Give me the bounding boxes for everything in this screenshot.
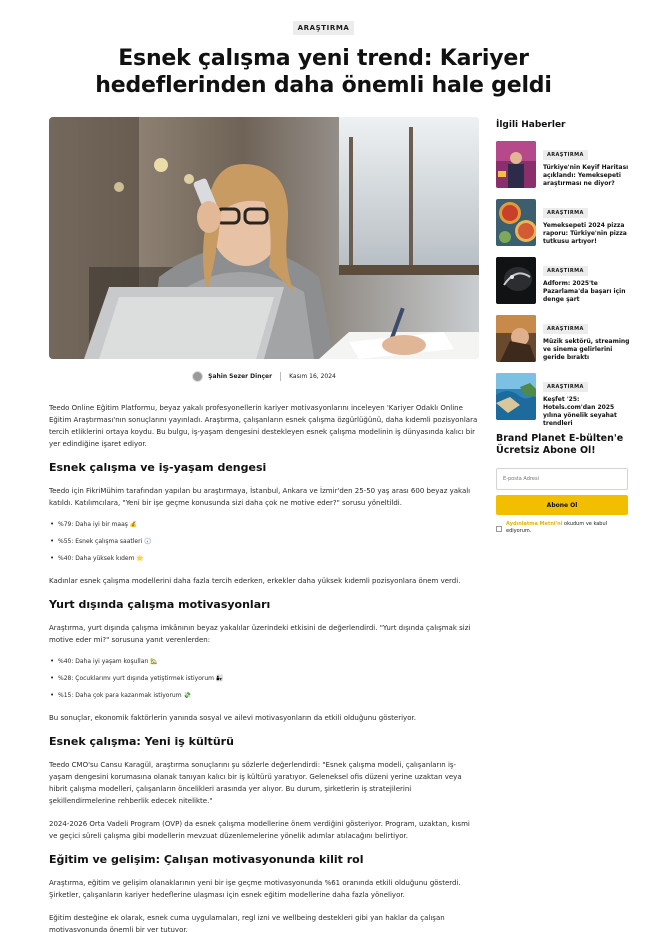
article-paragraph: Teedo için FikriMühim tarafından yapılan bu araştırmaya, İstanbul, Ankara ve İzmir'den 25-50 yaş arası 600 beyaz yakalı katıldı. Katılımcılara, "Yeni bir işe geçme konusunda sizi daha çok ne motive eder?" sorusu yöneltildi. xyxy=(49,487,471,507)
related-news-item[interactable] xyxy=(496,199,631,247)
publish-date: Kasım 16, 2024 xyxy=(289,373,336,380)
article-paragraph: Kadınlar esnek çalışma modellerini daha fazla tercih ederken, erkekler daha yüksek kıdemli pozisyonlara önem verdi. xyxy=(49,577,461,585)
news-thumbnail[interactable] xyxy=(496,373,536,420)
news-title[interactable]: Yemeksepeti 2024 pizza raporu: Türkiye'nin pizza tutkusu artıyor! xyxy=(543,222,627,245)
list-item: • %15: Daha çok para kazanmak istiyorum 💸 xyxy=(49,691,479,700)
newsletter-heading: Brand Planet E-bülten'e Ücretsiz Abone Ol! xyxy=(496,433,624,456)
news-thumbnail[interactable] xyxy=(496,199,536,246)
author-avatar[interactable] xyxy=(192,371,203,382)
news-thumbnail[interactable] xyxy=(496,315,536,362)
consent-row xyxy=(496,521,631,535)
stat-list xyxy=(49,657,479,700)
subscribe-button[interactable]: Abone Ol xyxy=(496,495,628,515)
news-body xyxy=(543,141,631,189)
news-tag[interactable]: ARAŞTIRMA xyxy=(543,266,588,276)
news-title[interactable]: Müzik sektörü, streaming ve sinema gelirlerini geride bıraktı xyxy=(543,338,630,361)
article-paragraph: Araştırma, yurt dışında çalışma imkânının beyaz yakalılar üzerindeki etkisini de değerlendirdi. "Yurt dışında çalışmak sizi motive eder mi?" sorusuna yanıt verenlerden: xyxy=(49,624,471,644)
news-body xyxy=(543,315,631,363)
section-heading: Esnek çalışma ve iş-yaşam dengesi xyxy=(49,461,267,474)
section-heading: Eğitim ve gelişim: Çalışan motivasyonunda kilit rol xyxy=(49,853,364,866)
sidebar xyxy=(496,120,631,535)
news-body xyxy=(543,373,631,427)
byline xyxy=(0,371,528,382)
list-item: • %40: Daha iyi yaşam koşulları 🏡 xyxy=(49,657,479,666)
list-item: • %55: Esnek çalışma saatleri 🕢 xyxy=(49,537,479,546)
article-paragraph: Bu sonuçlar, ekonomik faktörlerin yanında sosyal ve ailevi motivasyonların da etkili olduğunu gösteriyor. xyxy=(49,714,416,722)
category-wrap xyxy=(0,15,647,35)
page-title: Esnek çalışma yeni trend: Kariyer hedeflerinden daha önemli hale geldi xyxy=(95,46,552,98)
section-heading: Yurt dışında çalışma motivasyonları xyxy=(49,598,271,611)
article-paragraph: Teedo CMO'su Cansu Karagül, araştırma sonuçlarını şu sözlerle değerlendirdi: "Esnek çalışma modeli, çalışanların iş-yaşam dengesini korumasına olanak tanıyan kalıcı bir iş kültürü yaratıyor. Geleneksel ofis düzeni yerine uzaktan veya hibrit çalışma modelleri, çalışanların öncelikleri arasında yer alıyor. Bu durum, şirketlerin iş stratejilerini şekillendirmelerine rehberlik edecek nitelikte." xyxy=(49,761,462,805)
article-paragraph: Eğitim desteğine ek olarak, esnek cuma uygulamaları, regl izni ve wellbeing destekleri gibi yan haklar da çalışan motivasyonunda önemli bir yer tutuyor. xyxy=(49,914,445,932)
news-tag[interactable]: ARAŞTIRMA xyxy=(543,382,588,392)
list-item: • %28: Çocuklarımı yurt dışında yetiştirmek istiyorum 👨‍👧 xyxy=(49,674,479,683)
news-tag[interactable]: ARAŞTIRMA xyxy=(543,208,588,218)
related-news-item[interactable] xyxy=(496,257,631,305)
news-thumbnail[interactable] xyxy=(496,141,536,188)
article-intro: Teedo Online Eğitim Platformu, beyaz yakalı profesyonellerin kariyer motivasyonlarını inceleyen 'Kariyer Odaklı Online Eğitim Araştırması'nın sonuçlarını yayınladı. Araştırma, çalışanların esnek çalışma özgürlüğünü, daha kıdemli pozisyonlara tercih etliklerini ortaya koydu. Bu bulgu, iş-yaşam dengesini destekleyen esnek çalışma modelinin iş dünyasında kalıcı bir yer edindiğine işaret ediyor. xyxy=(49,404,478,448)
news-thumbnail[interactable] xyxy=(496,257,536,304)
news-title[interactable]: Türkiye'nin Keyif Haritası açıklandı: Yemeksepeti araştırması ne diyor? xyxy=(543,164,629,187)
stat-list xyxy=(49,520,479,563)
author-name[interactable]: Şahin Sezer Dinçer xyxy=(208,373,273,380)
article-paragraph: 2024-2026 Orta Vadeli Program (OVP) da esnek çalışma modellerine önem verdiğini gösteriyor. Program, uzaktan, kısmi ve geçici süreli çalışma gibi modellerin mevzuat düzenlemelerine yönelik adımlar atılacağını belirtiyor. xyxy=(49,820,470,840)
section-heading: Esnek çalışma: Yeni iş kültürü xyxy=(49,735,234,748)
byline-divider xyxy=(280,372,281,381)
related-news-item[interactable] xyxy=(496,373,631,427)
consent-text: okudum ve kabul ediyorum. xyxy=(506,521,608,534)
news-body xyxy=(543,257,631,305)
news-body xyxy=(543,199,631,247)
privacy-link[interactable]: Aydınlatma Metni'ni xyxy=(506,521,563,527)
related-news-item[interactable] xyxy=(496,141,631,189)
article-body xyxy=(49,402,479,932)
email-field[interactable] xyxy=(496,468,628,490)
news-title[interactable]: Adform: 2025'te Pazarlama'da başarı için denge şart xyxy=(543,280,626,303)
article-paragraph: Araştırma, eğitim ve gelişim olanaklarının yeni bir işe geçme motivasyonunda %61 oranında etkili olduğunu gösterdi. Şirketler, çalışanların kariyer hedeflerine ulaşması için esnek eğitim modellerine daha fazla yöneliyor. xyxy=(49,879,461,899)
news-tag[interactable]: ARAŞTIRMA xyxy=(543,150,588,160)
list-item: • %40: Daha yüksek kıdem 🌟 xyxy=(49,554,479,563)
news-tag[interactable]: ARAŞTIRMA xyxy=(543,324,588,334)
category-badge[interactable]: ARAŞTIRMA xyxy=(293,21,355,35)
consent-checkbox[interactable] xyxy=(496,526,502,532)
related-news-heading: İlgili Haberler xyxy=(496,120,566,130)
list-item: • %79: Daha iyi bir maaş 💰 xyxy=(49,520,479,529)
hero-image xyxy=(49,117,479,359)
news-title[interactable]: Keşfet '25: Hotels.com'dan 2025 yılına yönelik seyahat trendleri xyxy=(543,396,617,427)
consent-label xyxy=(506,521,631,535)
related-news-item[interactable] xyxy=(496,315,631,363)
